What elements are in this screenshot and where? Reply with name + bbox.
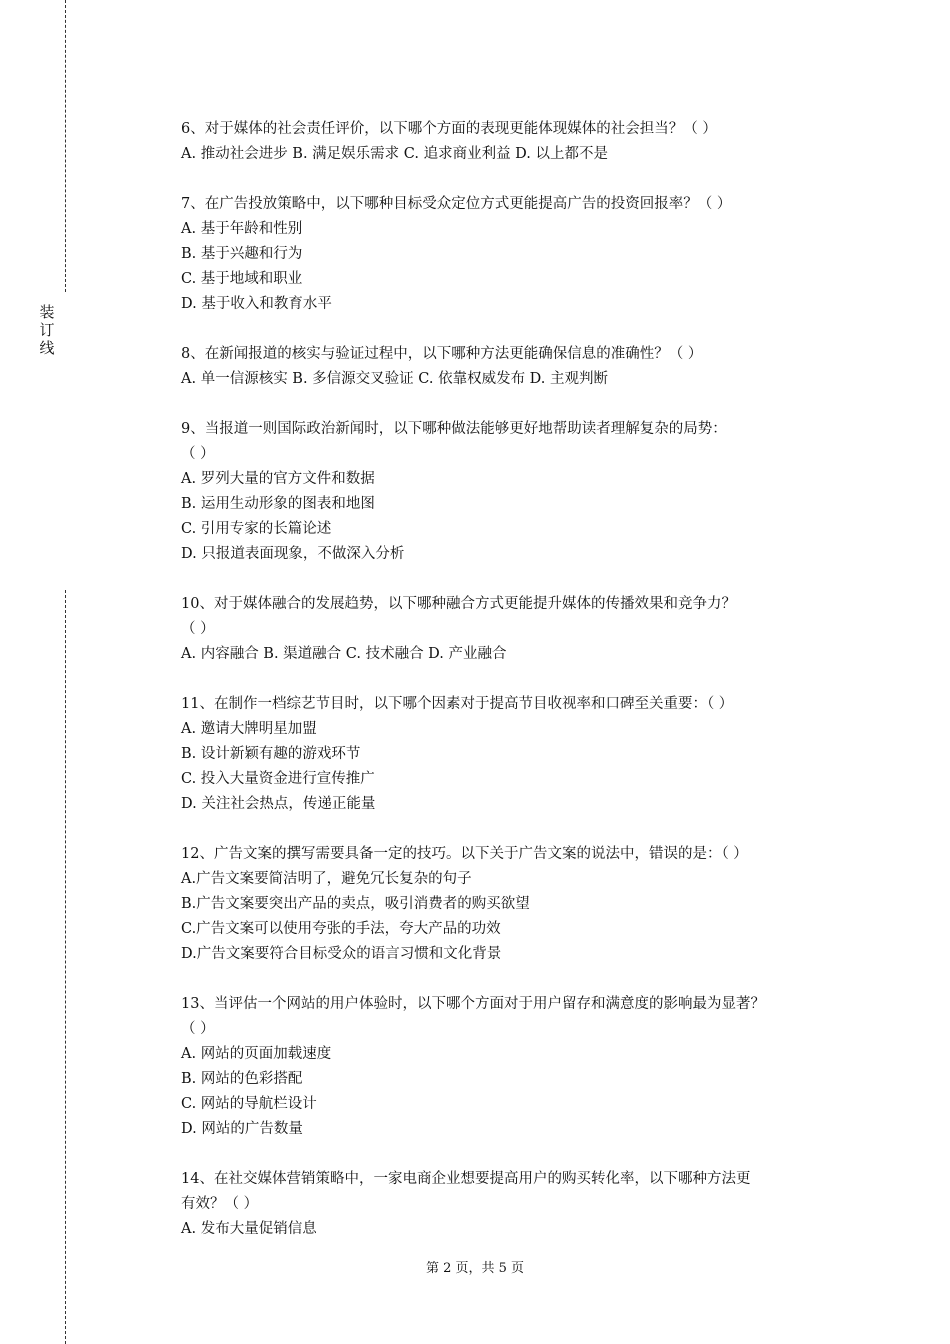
question-line: （ ） (181, 621, 215, 637)
question-line: D. 网站的广告数量 (181, 1121, 303, 1137)
question-line: B. 网站的色彩搭配 (181, 1071, 303, 1087)
question-line: A. 内容融合 B. 渠道融合 C. 技术融合 D. 产业融合 (181, 646, 507, 662)
question-line: A. 邀请大牌明星加盟 (181, 721, 317, 737)
question-line: D. 只报道表面现象，不做深入分析 (181, 546, 405, 562)
question-block (181, 992, 861, 1142)
binding-char: 装 (39, 303, 55, 321)
question-line: C. 基于地域和职业 (181, 271, 303, 287)
binding-label (38, 303, 56, 357)
binding-line-bottom (65, 590, 66, 1344)
question-line: A. 单一信源核实 B. 多信源交叉验证 C. 依靠权威发布 D. 主观判断 (181, 371, 609, 387)
question-block (181, 117, 861, 167)
question-block (181, 192, 861, 317)
question-stem: 9、当报道一则国际政治新闻时，以下哪种做法能够更好地帮助读者理解复杂的局势： (181, 421, 727, 437)
question-stem: 7、在广告投放策略中，以下哪种目标受众定位方式更能提高广告的投资回报率？（ ） (181, 196, 732, 212)
question-line: C. 投入大量资金进行宣传推广 (181, 771, 375, 787)
question-line: B.广告文案要突出产品的卖点，吸引消费者的购买欲望 (181, 896, 530, 912)
question-line: D. 基于收入和教育水平 (181, 296, 332, 312)
question-line: B. 设计新颖有趣的游戏环节 (181, 746, 361, 762)
question-stem: 8、在新闻报道的核实与验证过程中，以下哪种方法更能确保信息的准确性？（ ） (181, 346, 703, 362)
question-line: A. 网站的页面加载速度 (181, 1046, 332, 1062)
question-line: C. 网站的导航栏设计 (181, 1096, 317, 1112)
question-line: A. 推动社会进步 B. 满足娱乐需求 C. 追求商业利益 D. 以上都不是 (181, 146, 609, 162)
question-line: D.广告文案要符合目标受众的语言习惯和文化背景 (181, 946, 502, 962)
question-line: A. 基于年龄和性别 (181, 221, 303, 237)
question-line: B. 运用生动形象的图表和地图 (181, 496, 375, 512)
question-line: B. 基于兴趣和行为 (181, 246, 303, 262)
question-line: 有效？（ ） (181, 1196, 259, 1212)
question-list (181, 117, 861, 1267)
binding-line-top (65, 0, 66, 292)
question-block (181, 842, 861, 967)
question-block (181, 1167, 861, 1242)
question-stem: 11、在制作一档综艺节目时，以下哪个因素对于提高节目收视率和口碑至关重要：（ ） (181, 696, 734, 712)
question-block (181, 692, 861, 817)
question-line: C. 引用专家的长篇论述 (181, 521, 332, 537)
question-block (181, 342, 861, 392)
question-block (181, 417, 861, 567)
binding-char: 线 (39, 339, 55, 357)
question-stem: 14、在社交媒体营销策略中，一家电商企业想要提高用户的购买转化率，以下哪种方法更 (181, 1171, 751, 1187)
question-line: C.广告文案可以使用夸张的手法，夸大产品的功效 (181, 921, 501, 937)
page-footer: 第 2 页，共 5 页 (425, 1261, 525, 1276)
question-block (181, 592, 861, 667)
question-stem: 13、当评估一个网站的用户体验时，以下哪个方面对于用户留存和满意度的影响最为显著？ (181, 996, 765, 1012)
question-stem: 6、对于媒体的社会责任评价，以下哪个方面的表现更能体现媒体的社会担当？（ ） (181, 121, 717, 137)
question-line: A. 罗列大量的官方文件和数据 (181, 471, 375, 487)
question-line: （ ） (181, 1021, 215, 1037)
question-line: A.广告文案要简洁明了，避免冗长复杂的句子 (181, 871, 472, 887)
question-line: A. 发布大量促销信息 (181, 1221, 317, 1237)
binding-char: 订 (39, 321, 55, 339)
question-stem: 10、对于媒体融合的发展趋势，以下哪种融合方式更能提升媒体的传播效果和竞争力？ (181, 596, 736, 612)
question-line: （ ） (181, 446, 215, 462)
question-line: D. 关注社会热点，传递正能量 (181, 796, 376, 812)
question-stem: 12、广告文案的撰写需要具备一定的技巧。以下关于广告文案的说法中，错误的是：（ ） (181, 846, 748, 862)
